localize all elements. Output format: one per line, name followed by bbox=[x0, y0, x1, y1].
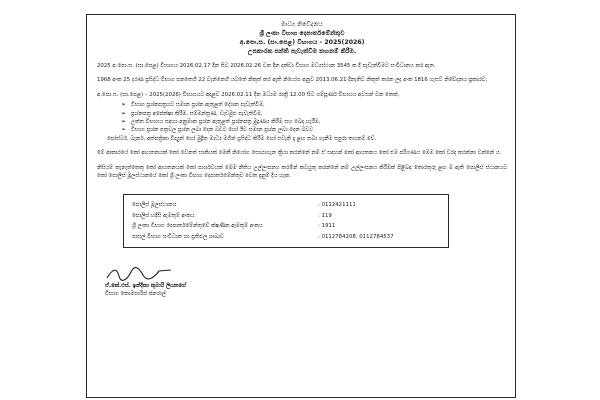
arrow-bullet-icon: ➢ bbox=[121, 101, 127, 109]
document-header bbox=[97, 20, 507, 56]
list-item bbox=[107, 126, 507, 143]
list-item bbox=[121, 101, 507, 109]
handwritten-signature bbox=[105, 266, 507, 282]
list-item bbox=[121, 118, 507, 126]
prohibited-activities-list bbox=[107, 101, 507, 143]
signature-scribble bbox=[105, 266, 175, 282]
contact-label: ශ්‍රී ලංකා විභාග දෙපාර්තමේන්තුවේ ක්ෂණික ඇමතුම් අංකය bbox=[132, 223, 263, 230]
header-subject: උපකාරක පන්ති පැවැත්වීම තහනම් කිරීම. bbox=[247, 48, 357, 55]
paragraph-prohibition-period: අ.පො.ස. (සා.පෙළ) – 2025(2026) විභාගයට අදාළව 2026.02.11 දින මධ්‍යම රාත්‍රී 12.00 සිට ගම්පූර්ණ විභාගය අවසන් වන තෙක්, bbox=[97, 91, 400, 98]
header-media-release: මාධ්‍ය නිවේදනය bbox=[280, 21, 324, 28]
list-item-text: ප්‍රශ්නපත්‍ර අපේක්ෂා කිරීම, සම්මන්ත්‍රණ, වැඩමුළු පැවැත්වීම, bbox=[131, 110, 263, 117]
paragraph-exam-dates: 2025 අ.පො.ස. (සා.පෙළ) විභාගය 2026.02.17 දින සිට 2026.02.26 වන දින දක්වා විභාග මධ්‍යස්ථාන 3545 ක දී පැවැත්වීමට සංවිධානය කර ඇත. bbox=[97, 63, 436, 69]
list-item-text: විභාග ප්‍රශ්නපත්‍රයට සමාන ප්‍රශ්න ඇතුළත් දේශන පැවැත්වීම, bbox=[131, 102, 265, 109]
header-exam: අ.පො.ස. (සා.පෙළ) විභාගය - 2025(2026) bbox=[239, 39, 365, 46]
contact-label: පොලිස් මූලස්ථානය bbox=[132, 202, 177, 209]
list-item-text: උක්ත විභාගය සඳහා අනුමාන ප්‍රශ්න ඇතුළත් ප්‍රශ්නපත්‍ර මුද්‍රණය කිරීම සහ බෙදා හැරීම, bbox=[131, 119, 321, 126]
contact-row bbox=[132, 200, 440, 211]
contact-label: පාසල් විභාග සංවිධාන හා ප්‍රතිඵල ශාඛාව bbox=[132, 233, 224, 240]
arrow-bullet-icon: ➢ bbox=[121, 109, 127, 117]
paragraph-offence: මේ ආකාරයේ කෝ ආයතනයක් කෝ වෙනත් සාකියක් මෙකී නියෝග සොයාගැන ක්‍රියා කරන්නේ නම් ඒ සඳහන් කෝ ආයතනය කෝ එම පරිගණය මෙම කෝ වරද කරන්නා වන්නේ ය. bbox=[97, 150, 502, 157]
list-item-text: විභාග ප්‍රශ්න පත්‍රවල ප්‍රශ්න ලබා දෙන බවට හෝ ඊට සමාන ප්‍රශ්න ලබා දෙන බවට bbox=[131, 127, 314, 134]
contact-numbers-box bbox=[123, 194, 449, 248]
signer-block bbox=[105, 282, 507, 298]
signer-name: ඒ.කේ.එස්. ඉන්දිකා කුමාරි ලියනගේ bbox=[105, 283, 186, 290]
paragraph-gazette: 1968 අංක 25 දරණ ප්‍රසිද්ධ විභාග පනතෙහි 22 වැන්නෙහි යටතේ නිකුත් කර ඇති නියෝග අනුව 2013.06.21 දිනැතිව නිකුත් කරන ලද අංක 1816 ගැසට් නිවේදනය ප්‍රකාරව, bbox=[97, 77, 488, 84]
contact-number: : 0112421111 bbox=[318, 202, 356, 209]
arrow-bullet-icon: ➢ bbox=[121, 118, 127, 126]
contact-label: පොලිස් හදිසි ඇමතුම් අංකය bbox=[132, 212, 195, 219]
contact-number: : 1911 bbox=[318, 223, 336, 230]
list-item-continuation: පෝස්ටර්, බැනර්, අත්පත්‍රිකා විද්‍යුත් හෝ මුද්‍රිත මාධ්‍ය මගින් ප්‍රසිද්ධ කිරීම හෝ එවැනි දෑ ළඟ තබා ගැනීම සපුරා තහනම් වේ. bbox=[107, 135, 377, 142]
contact-number: : 119 bbox=[318, 212, 332, 219]
paragraph-reporting: නිසියම් කැනැත්තෙකු කෝ ආයතනයක් කෝ පාර්ශවයක් මෙම නීතිය උල්ලංඝනය කරමින් කටයුතු කරන්නේ නම් උල්ලංඝනය කිරීමක් පිළිබඳ තොරතුරු ළඟ ම ඇති පොලිස් ස්ථානයට කෝ පොලිස් මූලස්ථානයේ කෝ ශ්‍රී ලංකා විභාග දෙපාර්තමේන්තුව වෙත දැනුම් දිය හැක. bbox=[97, 164, 507, 180]
contact-row bbox=[132, 232, 440, 243]
arrow-bullet-icon: ➢ bbox=[121, 126, 127, 134]
list-item bbox=[121, 110, 507, 118]
header-department: ශ්‍රී ලංකා විභාග දෙපාර්තමේන්තුව bbox=[259, 30, 345, 37]
signer-title: විභාග කොමසාරිස් ජනරාල් bbox=[105, 291, 166, 298]
contact-row bbox=[132, 211, 440, 222]
media-release-document bbox=[86, 14, 516, 398]
contact-row bbox=[132, 221, 440, 232]
contact-number: : 0112784208, 0112784537 bbox=[318, 233, 394, 240]
